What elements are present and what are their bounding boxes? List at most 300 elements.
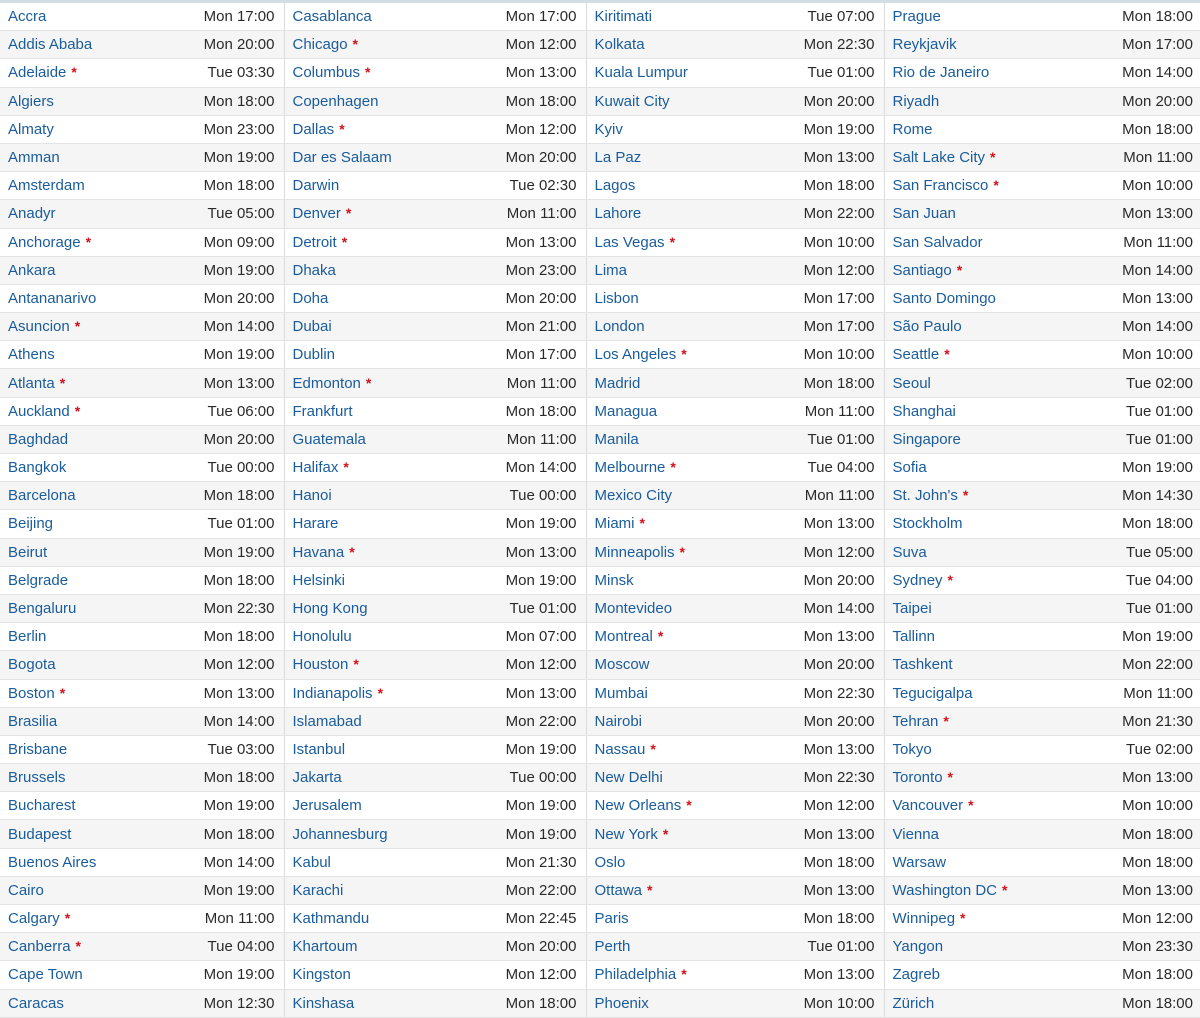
city-link[interactable]: Phoenix [594, 994, 649, 1012]
city-cell [586, 989, 796, 1017]
local-time: Mon 18:00 [203, 769, 275, 787]
city-link[interactable]: Johannesburg [292, 825, 388, 843]
local-time: Tue 04:00 [807, 459, 875, 477]
local-time: Mon 13:00 [803, 149, 875, 167]
local-time: Tue 03:30 [207, 64, 275, 82]
city-link[interactable]: Seattle [892, 346, 940, 364]
time-cell [200, 284, 284, 312]
local-time: Mon 13:00 [803, 740, 875, 758]
city-link[interactable]: Hong Kong [292, 600, 368, 618]
city-link[interactable]: Honolulu [292, 628, 352, 646]
city-link[interactable]: Prague [892, 8, 941, 26]
city-cell [884, 425, 1114, 453]
time-cell [200, 820, 284, 848]
time-cell [494, 594, 586, 622]
local-time: Mon 19:00 [203, 149, 275, 167]
city-link[interactable]: Kabul [292, 853, 331, 871]
city-link[interactable]: Caracas [8, 994, 64, 1012]
city-link[interactable]: Amsterdam [8, 177, 85, 195]
city-link[interactable]: Warsaw [892, 853, 947, 871]
local-time: Mon 13:00 [1122, 881, 1193, 899]
local-time: Mon 17:00 [505, 346, 577, 364]
time-cell [1114, 538, 1200, 566]
city-link[interactable]: Belgrade [8, 571, 69, 589]
time-cell [796, 256, 884, 284]
city-cell [884, 172, 1114, 200]
city-link[interactable]: Tegucigalpa [892, 684, 973, 702]
city-cell [0, 369, 200, 397]
local-time: Mon 20:00 [803, 571, 875, 589]
table-row [0, 933, 1200, 961]
city-link[interactable]: Perth [594, 938, 631, 956]
city-link[interactable]: Shanghai [892, 402, 956, 420]
city-link[interactable]: Bucharest [8, 797, 76, 815]
city-cell [0, 594, 200, 622]
city-link[interactable]: Cape Town [8, 966, 83, 984]
city-link[interactable]: Bogota [8, 656, 56, 674]
city-cell [284, 510, 494, 538]
time-cell [1114, 143, 1200, 171]
city-link[interactable]: St. John's [892, 487, 958, 505]
city-cell [0, 989, 200, 1017]
time-cell [796, 538, 884, 566]
local-time: Mon 18:00 [1122, 515, 1193, 533]
time-cell [494, 566, 586, 594]
local-time: Mon 10:00 [803, 233, 875, 251]
time-cell [200, 313, 284, 341]
city-cell [284, 284, 494, 312]
city-link[interactable]: Chicago [292, 36, 348, 54]
city-link[interactable]: Miami [594, 515, 635, 533]
time-cell [796, 848, 884, 876]
dst-marker: * [670, 459, 676, 476]
city-link[interactable]: Madrid [594, 374, 641, 392]
city-link[interactable]: Seoul [892, 374, 931, 392]
city-cell [586, 848, 796, 876]
city-link[interactable]: Bengaluru [8, 600, 77, 618]
city-link[interactable]: Berlin [8, 628, 47, 646]
city-link[interactable]: Dubai [292, 318, 332, 336]
city-link[interactable]: Brussels [8, 769, 66, 787]
table-row [0, 87, 1200, 115]
city-link[interactable]: Canberra [8, 938, 71, 956]
city-link[interactable]: Darwin [292, 177, 340, 195]
city-cell [586, 87, 796, 115]
city-link[interactable]: Lagos [594, 177, 636, 195]
time-cell [796, 933, 884, 961]
time-cell [494, 933, 586, 961]
local-time: Mon 12:00 [1122, 910, 1193, 928]
city-cell [586, 820, 796, 848]
time-cell [494, 425, 586, 453]
city-link[interactable]: Beirut [8, 543, 48, 561]
city-link[interactable]: Tehran [892, 712, 939, 730]
local-time: Mon 10:00 [1122, 177, 1193, 195]
city-link[interactable]: Kuwait City [594, 92, 670, 110]
local-time: Tue 04:00 [207, 938, 275, 956]
city-link[interactable]: Harare [292, 515, 339, 533]
local-time: Mon 10:00 [1122, 797, 1193, 815]
city-cell [284, 707, 494, 735]
city-link[interactable]: Yangon [892, 938, 944, 956]
city-link[interactable]: Vienna [892, 825, 939, 843]
city-link[interactable]: Managua [594, 402, 658, 420]
time-cell [200, 425, 284, 453]
city-link[interactable]: Santiago [892, 261, 952, 279]
city-link[interactable]: Lima [594, 261, 628, 279]
city-link[interactable]: Winnipeg [892, 910, 956, 928]
city-link[interactable]: Denver [292, 205, 341, 223]
time-cell [796, 284, 884, 312]
city-link[interactable]: Dhaka [292, 261, 336, 279]
local-time: Tue 00:00 [509, 769, 577, 787]
city-link[interactable]: Dallas [292, 120, 335, 138]
city-cell [884, 764, 1114, 792]
city-link[interactable]: Anadyr [8, 205, 56, 223]
city-link[interactable]: Istanbul [292, 740, 346, 758]
time-cell [1114, 369, 1200, 397]
city-link[interactable]: San Salvador [892, 233, 983, 251]
time-cell [200, 482, 284, 510]
city-link[interactable]: Athens [8, 346, 55, 364]
city-link[interactable]: Amman [8, 149, 60, 167]
city-cell [884, 538, 1114, 566]
city-link[interactable]: Baghdad [8, 430, 69, 448]
city-link[interactable]: Dublin [292, 346, 336, 364]
city-link[interactable]: Nairobi [594, 712, 643, 730]
local-time: Tue 01:00 [1126, 600, 1193, 618]
city-link[interactable]: Nassau [594, 740, 646, 758]
city-link[interactable]: Havana [292, 543, 345, 561]
local-time: Mon 18:00 [1122, 825, 1193, 843]
time-cell [200, 989, 284, 1017]
city-cell [586, 172, 796, 200]
table-row [0, 143, 1200, 171]
city-cell [884, 59, 1114, 87]
dst-marker: * [993, 177, 999, 194]
local-time: Mon 13:00 [505, 233, 577, 251]
time-cell [494, 115, 586, 143]
city-link[interactable]: Mumbai [594, 684, 648, 702]
dst-marker: * [75, 938, 81, 955]
dst-marker: * [341, 233, 348, 250]
city-link[interactable]: La Paz [594, 149, 642, 167]
table-row [0, 679, 1200, 707]
city-link[interactable]: Edmonton [292, 374, 361, 392]
city-link[interactable]: Washington DC [892, 881, 997, 899]
city-link[interactable]: Dar es Salaam [292, 149, 392, 167]
local-time: Mon 19:00 [203, 966, 275, 984]
time-cell [494, 313, 586, 341]
city-link[interactable]: Asuncion [8, 318, 70, 336]
city-link[interactable]: Rome [892, 120, 933, 138]
time-cell [200, 510, 284, 538]
local-time: Tue 01:00 [509, 600, 577, 618]
city-cell [586, 566, 796, 594]
city-link[interactable]: Kingston [292, 966, 351, 984]
local-time: Mon 11:00 [1123, 233, 1193, 251]
time-cell [494, 228, 586, 256]
city-cell [0, 313, 200, 341]
local-time: Mon 18:00 [803, 374, 875, 392]
time-cell [494, 961, 586, 989]
city-link[interactable]: Kuala Lumpur [594, 64, 688, 82]
city-link[interactable]: San Francisco [892, 177, 989, 195]
city-cell [284, 735, 494, 763]
local-time: Mon 12:00 [505, 120, 577, 138]
city-link[interactable]: Ankara [8, 261, 56, 279]
city-link[interactable]: Algiers [8, 92, 54, 110]
city-link[interactable]: Tallinn [892, 628, 936, 646]
time-cell [796, 679, 884, 707]
city-link[interactable]: Detroit [292, 233, 337, 251]
city-link[interactable]: Khartoum [292, 938, 358, 956]
city-link[interactable]: Helsinki [292, 571, 346, 589]
local-time: Mon 22:30 [803, 36, 875, 54]
city-link[interactable]: Jerusalem [292, 797, 362, 815]
city-cell [884, 454, 1114, 482]
city-link[interactable]: Columbus [292, 64, 361, 82]
city-link[interactable]: Kolkata [594, 36, 645, 54]
city-cell [586, 482, 796, 510]
city-link[interactable]: Melbourne [594, 459, 666, 477]
city-link[interactable]: Sydney [892, 571, 943, 589]
local-time: Mon 19:00 [505, 825, 577, 843]
local-time: Mon 07:00 [505, 628, 577, 646]
time-cell [200, 143, 284, 171]
city-link[interactable]: New Delhi [594, 769, 663, 787]
city-link[interactable]: Manila [594, 430, 639, 448]
local-time: Mon 14:00 [203, 318, 275, 336]
dst-marker: * [365, 374, 372, 391]
table-row [0, 313, 1200, 341]
city-link[interactable]: Kiritimati [594, 8, 653, 26]
city-link[interactable]: Salt Lake City [892, 149, 986, 167]
local-time: Tue 05:00 [1126, 543, 1193, 561]
city-link[interactable]: Hanoi [292, 487, 332, 505]
city-link[interactable]: Kathmandu [292, 910, 370, 928]
time-cell [796, 228, 884, 256]
city-cell [884, 651, 1114, 679]
city-link[interactable]: Karachi [292, 881, 344, 899]
local-time: Mon 14:00 [505, 459, 577, 477]
time-cell [494, 200, 586, 228]
table-row [0, 369, 1200, 397]
city-link[interactable]: Oslo [594, 853, 626, 871]
city-link[interactable]: Kinshasa [292, 994, 355, 1012]
time-cell [1114, 848, 1200, 876]
city-cell [884, 961, 1114, 989]
city-link[interactable]: Budapest [8, 825, 72, 843]
dst-marker: * [990, 149, 996, 166]
local-time: Mon 10:00 [803, 994, 875, 1012]
city-link[interactable]: Copenhagen [292, 92, 379, 110]
city-cell [586, 933, 796, 961]
city-link[interactable]: London [594, 318, 645, 336]
city-link[interactable]: Accra [8, 8, 47, 26]
city-cell [284, 820, 494, 848]
dst-marker: * [681, 966, 687, 983]
local-time: Tue 02:00 [1126, 374, 1193, 392]
city-link[interactable]: São Paulo [892, 318, 962, 336]
city-link[interactable]: Atlanta [8, 374, 55, 392]
city-link[interactable]: Suva [892, 543, 927, 561]
city-link[interactable]: Ottawa [594, 881, 643, 899]
city-cell [586, 876, 796, 904]
city-link[interactable]: Barcelona [8, 487, 76, 505]
city-cell [884, 482, 1114, 510]
city-link[interactable]: Santo Domingo [892, 289, 996, 307]
time-cell [200, 228, 284, 256]
time-cell [1114, 200, 1200, 228]
city-link[interactable]: Beijing [8, 515, 54, 533]
local-time: Mon 18:00 [803, 853, 875, 871]
local-time: Mon 19:00 [505, 515, 577, 533]
city-link[interactable]: Kyiv [594, 120, 623, 138]
city-cell [586, 341, 796, 369]
city-link[interactable]: New Orleans [594, 797, 682, 815]
city-link[interactable]: Minneapolis [594, 543, 675, 561]
city-cell [284, 143, 494, 171]
dst-marker: * [947, 571, 953, 588]
city-link[interactable]: Tashkent [892, 656, 953, 674]
city-cell [0, 735, 200, 763]
city-link[interactable]: Montevideo [594, 600, 673, 618]
table-row [0, 510, 1200, 538]
local-time: Mon 11:00 [804, 487, 875, 505]
dst-marker: * [657, 628, 664, 645]
time-cell [796, 735, 884, 763]
local-time: Mon 20:00 [505, 149, 577, 167]
city-link[interactable]: Houston [292, 656, 349, 674]
table-row [0, 792, 1200, 820]
city-link[interactable]: Riyadh [892, 92, 940, 110]
local-time: Mon 12:00 [803, 261, 875, 279]
city-link[interactable]: Almaty [8, 120, 54, 138]
local-time: Mon 19:00 [203, 261, 275, 279]
city-cell [0, 510, 200, 538]
city-link[interactable]: New York [594, 825, 658, 843]
city-link[interactable]: Buenos Aires [8, 853, 97, 871]
city-link[interactable]: Guatemala [292, 430, 366, 448]
city-link[interactable]: Philadelphia [594, 966, 677, 984]
city-cell [586, 594, 796, 622]
city-link[interactable]: Montreal [594, 628, 653, 646]
city-link[interactable]: Minsk [594, 571, 634, 589]
city-cell [0, 425, 200, 453]
city-link[interactable]: Bangkok [8, 459, 67, 477]
city-cell [884, 905, 1114, 933]
city-link[interactable]: Antananarivo [8, 289, 97, 307]
city-link[interactable]: Doha [292, 289, 329, 307]
city-link[interactable]: Toronto [892, 769, 943, 787]
city-time-grid [0, 3, 1200, 1018]
local-time: Tue 05:00 [207, 205, 275, 223]
city-link[interactable]: Lahore [594, 205, 642, 223]
city-link[interactable]: Rio de Janeiro [892, 64, 990, 82]
local-time: Mon 23:00 [203, 120, 275, 138]
city-link[interactable]: Zagreb [892, 966, 941, 984]
city-link[interactable]: Taipei [892, 600, 932, 618]
city-link[interactable]: Frankfurt [292, 402, 353, 420]
city-link[interactable]: Cairo [8, 881, 44, 899]
time-cell [200, 200, 284, 228]
city-link[interactable]: Brisbane [8, 740, 68, 758]
table-row [0, 848, 1200, 876]
city-cell [884, 341, 1114, 369]
city-link[interactable]: Mexico City [594, 487, 673, 505]
local-time: Mon 11:00 [506, 205, 577, 223]
time-cell [1114, 623, 1200, 651]
time-cell [494, 876, 586, 904]
time-cell [1114, 341, 1200, 369]
local-time: Mon 13:00 [203, 374, 275, 392]
local-time: Mon 21:00 [505, 318, 577, 336]
city-cell [586, 707, 796, 735]
city-link[interactable]: Lisbon [594, 289, 639, 307]
local-time: Mon 20:00 [803, 656, 875, 674]
city-cell [884, 115, 1114, 143]
local-time: Mon 18:00 [1122, 853, 1193, 871]
local-time: Mon 17:00 [803, 289, 875, 307]
city-link[interactable]: Singapore [892, 430, 961, 448]
city-link[interactable]: Vancouver [892, 797, 964, 815]
city-link[interactable]: Los Angeles [594, 346, 677, 364]
city-link[interactable]: Islamabad [292, 712, 362, 730]
time-cell [1114, 31, 1200, 59]
city-cell [884, 313, 1114, 341]
local-time: Tue 07:00 [807, 8, 875, 26]
city-link[interactable]: Boston [8, 684, 55, 702]
city-link[interactable]: Adelaide [8, 64, 67, 82]
time-cell [494, 3, 586, 31]
time-cell [1114, 172, 1200, 200]
city-link[interactable]: Halifax [292, 459, 339, 477]
city-link[interactable]: Anchorage [8, 233, 81, 251]
city-cell [284, 566, 494, 594]
time-cell [494, 369, 586, 397]
city-link[interactable]: Indianapolis [292, 684, 373, 702]
city-link[interactable]: Zürich [892, 994, 935, 1012]
city-link[interactable]: Moscow [594, 656, 650, 674]
time-cell [1114, 454, 1200, 482]
dst-marker: * [59, 374, 66, 391]
city-cell [0, 566, 200, 594]
city-link[interactable]: Paris [594, 910, 629, 928]
time-cell [494, 256, 586, 284]
dst-marker: * [650, 740, 656, 757]
city-link[interactable]: Jakarta [292, 769, 342, 787]
city-link[interactable]: Calgary [8, 910, 60, 928]
city-link[interactable]: San Juan [892, 205, 956, 223]
city-link[interactable]: Casablanca [292, 8, 372, 26]
local-time: Mon 18:00 [203, 487, 275, 505]
city-link[interactable]: Tokyo [892, 740, 932, 758]
local-time: Mon 21:30 [505, 853, 577, 871]
time-cell [1114, 764, 1200, 792]
time-cell [200, 905, 284, 933]
city-link[interactable]: Brasilia [8, 712, 58, 730]
city-link[interactable]: Reykjavik [892, 36, 957, 54]
dst-marker: * [686, 797, 692, 814]
city-link[interactable]: Stockholm [892, 515, 963, 533]
city-link[interactable]: Auckland [8, 402, 70, 420]
city-link[interactable]: Sofia [892, 459, 927, 477]
time-cell [200, 792, 284, 820]
city-link[interactable]: Addis Ababa [8, 36, 93, 54]
city-cell [0, 707, 200, 735]
city-link[interactable]: Las Vegas [594, 233, 665, 251]
